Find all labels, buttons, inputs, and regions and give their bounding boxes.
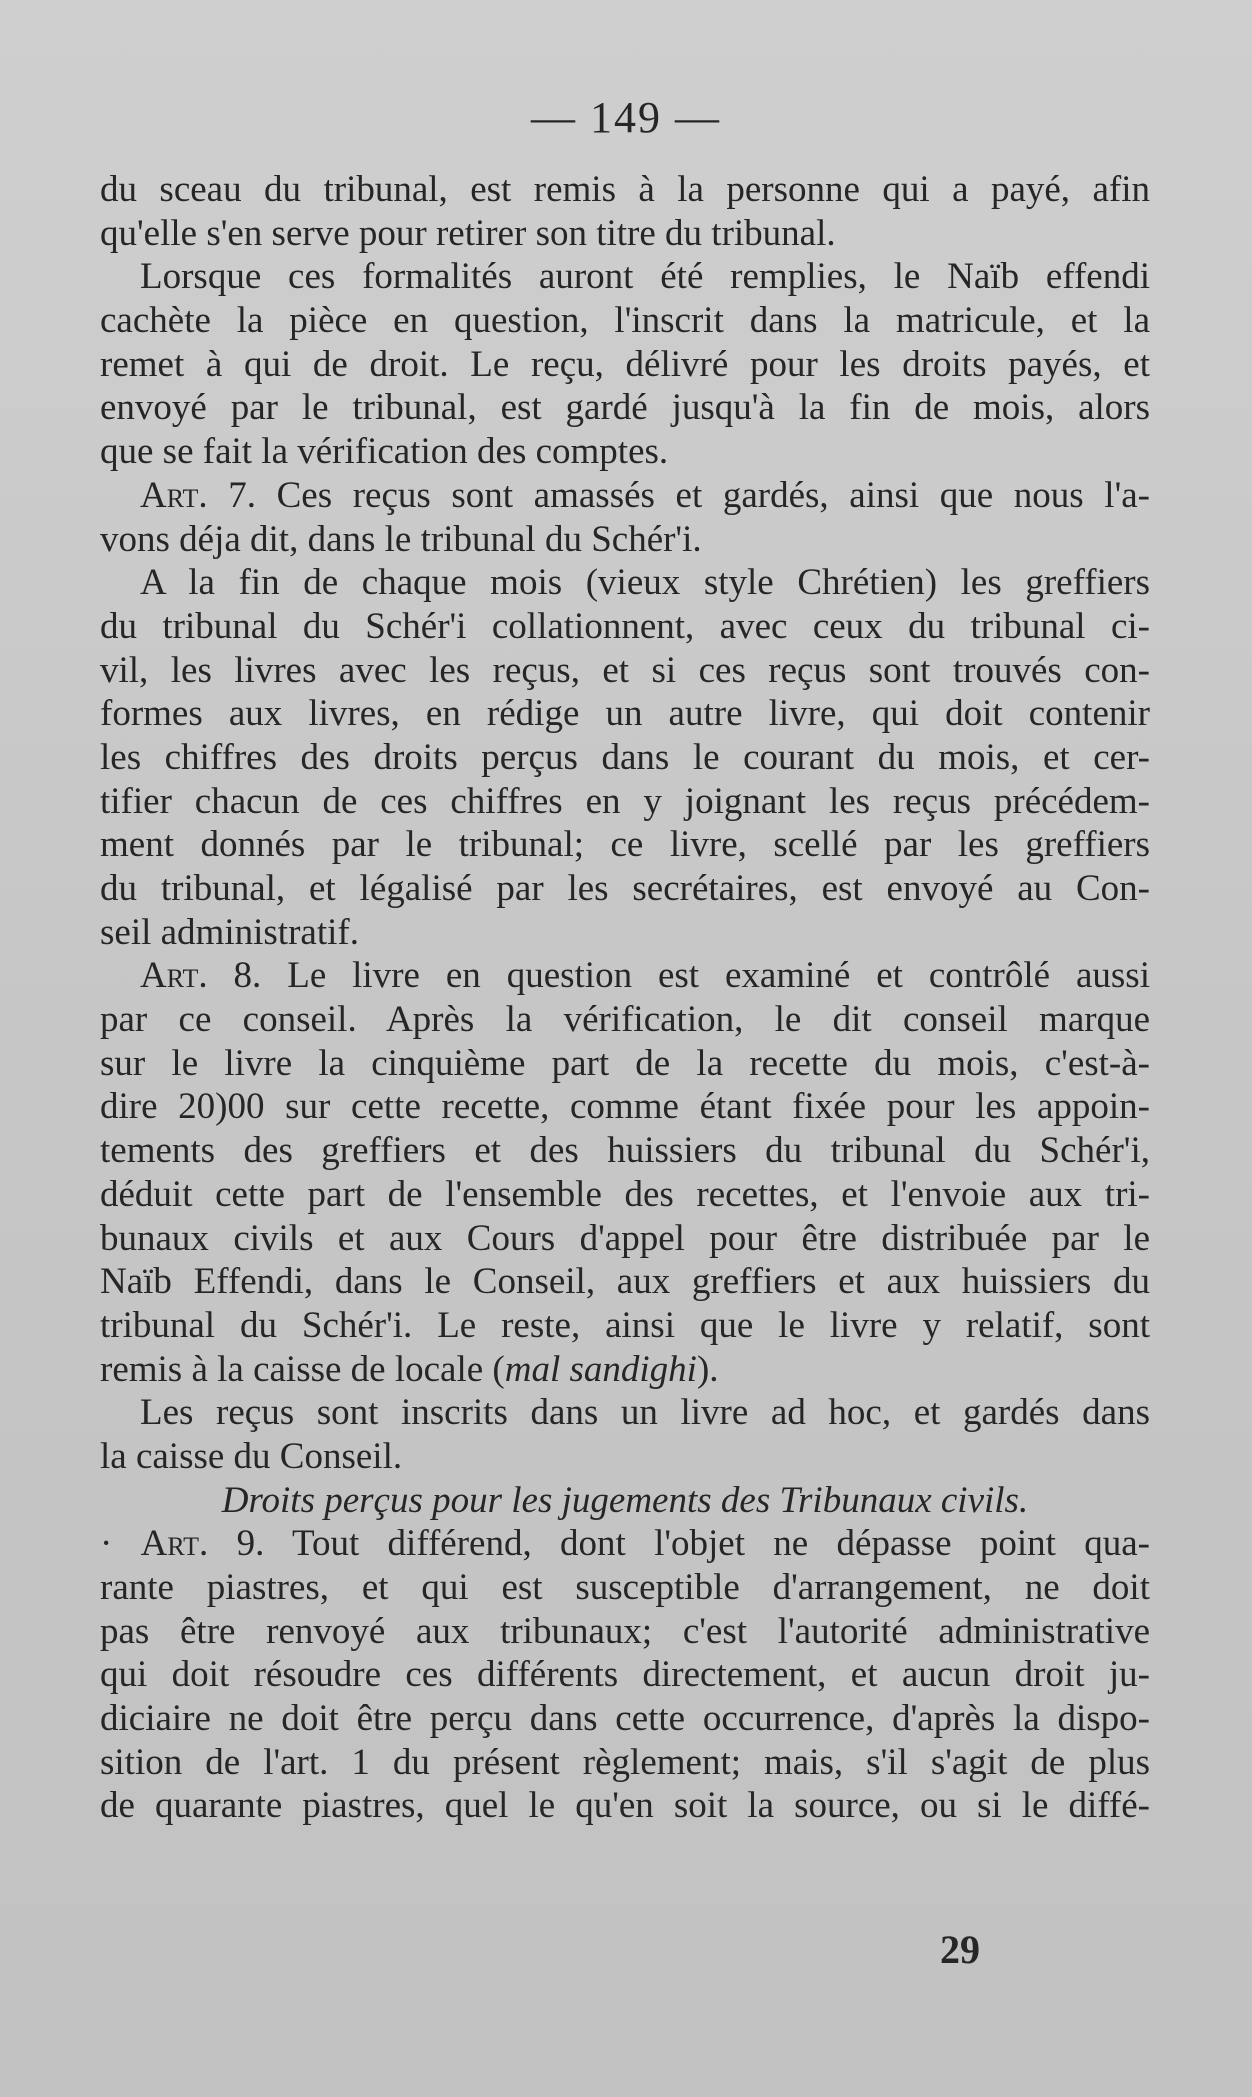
text-line: du sceau du tribunal, est remis à la personne qui a payé, afin xyxy=(100,169,1150,210)
text-line: tifier chacun de ces chiffres en y joignant les reçus précédem- xyxy=(100,780,1150,822)
text-line: dire 20)00 sur cette recette, comme étant fixée pour les appoin- xyxy=(100,1086,1150,1128)
bullet-mark: · xyxy=(100,1523,141,1565)
article-label: Art. xyxy=(140,955,208,997)
page-number: — 149 — xyxy=(531,93,721,142)
text-line: qui doit résoudre ces différents directement, et aucun droit ju- xyxy=(100,1654,1150,1696)
text-line: pas être renvoyé aux tribunaux; c'est l'autorité administrative xyxy=(100,1610,1150,1652)
text-line: remet à qui de droit. Le reçu, délivré pour les droits payés, et xyxy=(100,343,1150,385)
text-segment: ). xyxy=(696,1348,719,1390)
text-line: du tribunal, et légalisé par les secrétaires, est envoyé au Con- xyxy=(100,868,1150,909)
text-line: A la fin de chaque mois (vieux style Chrétien) les greffiers xyxy=(140,562,1150,604)
text-line: Les reçus sont inscrits dans un livre ad hoc, et gardés dans xyxy=(140,1392,1150,1434)
text-line: la caisse du Conseil. xyxy=(100,1435,403,1477)
text-line: Naïb Effendi, dans le Conseil, aux greffiers et aux huissiers du xyxy=(100,1261,1150,1303)
text-line: Lorsque ces formalités auront été remplies, le Naïb effendi xyxy=(140,256,1150,298)
text-line: cachète la pièce en question, l'inscrit dans la matricule, et la xyxy=(100,300,1150,342)
text-line: sition de l'art. 1 du présent règlement; mais, s'il s'agit de plus xyxy=(100,1741,1150,1783)
text-line: vil, les livres avec les reçus, et si ces reçus sont trouvés con- xyxy=(100,649,1150,691)
article-7-line xyxy=(100,474,1150,518)
text-line: diciaire ne doit être perçu dans cette occurrence, d'après la dispo- xyxy=(100,1698,1150,1740)
text-line: tements des greffiers et des huissiers du tribunal du Schér'i, xyxy=(100,1130,1150,1172)
text-line: que se fait la vérification des comptes. xyxy=(100,431,669,473)
italic-term: mal sandighi xyxy=(504,1348,697,1390)
text-line: déduit cette part de l'ensemble des recettes, et l'envoie aux tri- xyxy=(100,1173,1150,1215)
text-line: seil administratif. xyxy=(100,911,359,953)
signature-mark: 29 xyxy=(940,1927,980,1972)
text-segment: remis à la caisse de locale ( xyxy=(100,1348,505,1390)
section-heading: Droits perçus pour les jugements des Tribunaux civils. xyxy=(221,1479,1029,1521)
text-line: formes aux livres, en rédige un autre livre, qui doit contenir xyxy=(100,693,1150,735)
text-line: bunaux civils et aux Cours d'appel pour être distribuée par le xyxy=(100,1217,1150,1259)
article-label: Art. xyxy=(140,1523,209,1565)
article-text: 8. Le livre en question est examiné et contrôlé aussi xyxy=(207,955,1150,997)
text-line: qu'elle s'en serve pour retirer son titre du tribunal. xyxy=(100,212,836,254)
body-text xyxy=(100,168,1150,1828)
text-line: sur le livre la cinquième part de la recette du mois, c'est-à- xyxy=(100,1042,1150,1084)
article-9-line xyxy=(100,1522,1150,1566)
text-line xyxy=(100,1348,1150,1392)
article-label: Art. xyxy=(140,474,208,516)
text-line: du tribunal du Schér'i collationnent, avec ceux du tribunal ci- xyxy=(100,605,1150,647)
text-line: vons déja dit, dans le tribunal du Schér'i. xyxy=(100,518,702,560)
text-line: de quarante piastres, quel le qu'en soit la source, ou si le diffé- xyxy=(100,1785,1150,1827)
text-line: envoyé par le tribunal, est gardé jusqu'à la fin de mois, alors xyxy=(100,387,1150,429)
article-text: 9. Tout différend, dont l'objet ne dépasse point qua- xyxy=(208,1523,1150,1565)
text-line: par ce conseil. Après la vérification, le dit conseil marque xyxy=(100,999,1150,1041)
text-line: les chiffres des droits perçus dans le courant du mois, et cer- xyxy=(100,736,1150,778)
article-8-line xyxy=(100,954,1150,998)
text-line: rante piastres, et qui est susceptible d'arrangement, ne doit xyxy=(100,1567,1150,1608)
text-line: ment donnés par le tribunal; ce livre, scellé par les greffiers xyxy=(100,824,1150,866)
text-line: tribunal du Schér'i. Le reste, ainsi que le livre y relatif, sont xyxy=(100,1304,1150,1346)
article-text: 7. Ces reçus sont amassés et gardés, ainsi que nous l'a- xyxy=(207,474,1150,516)
